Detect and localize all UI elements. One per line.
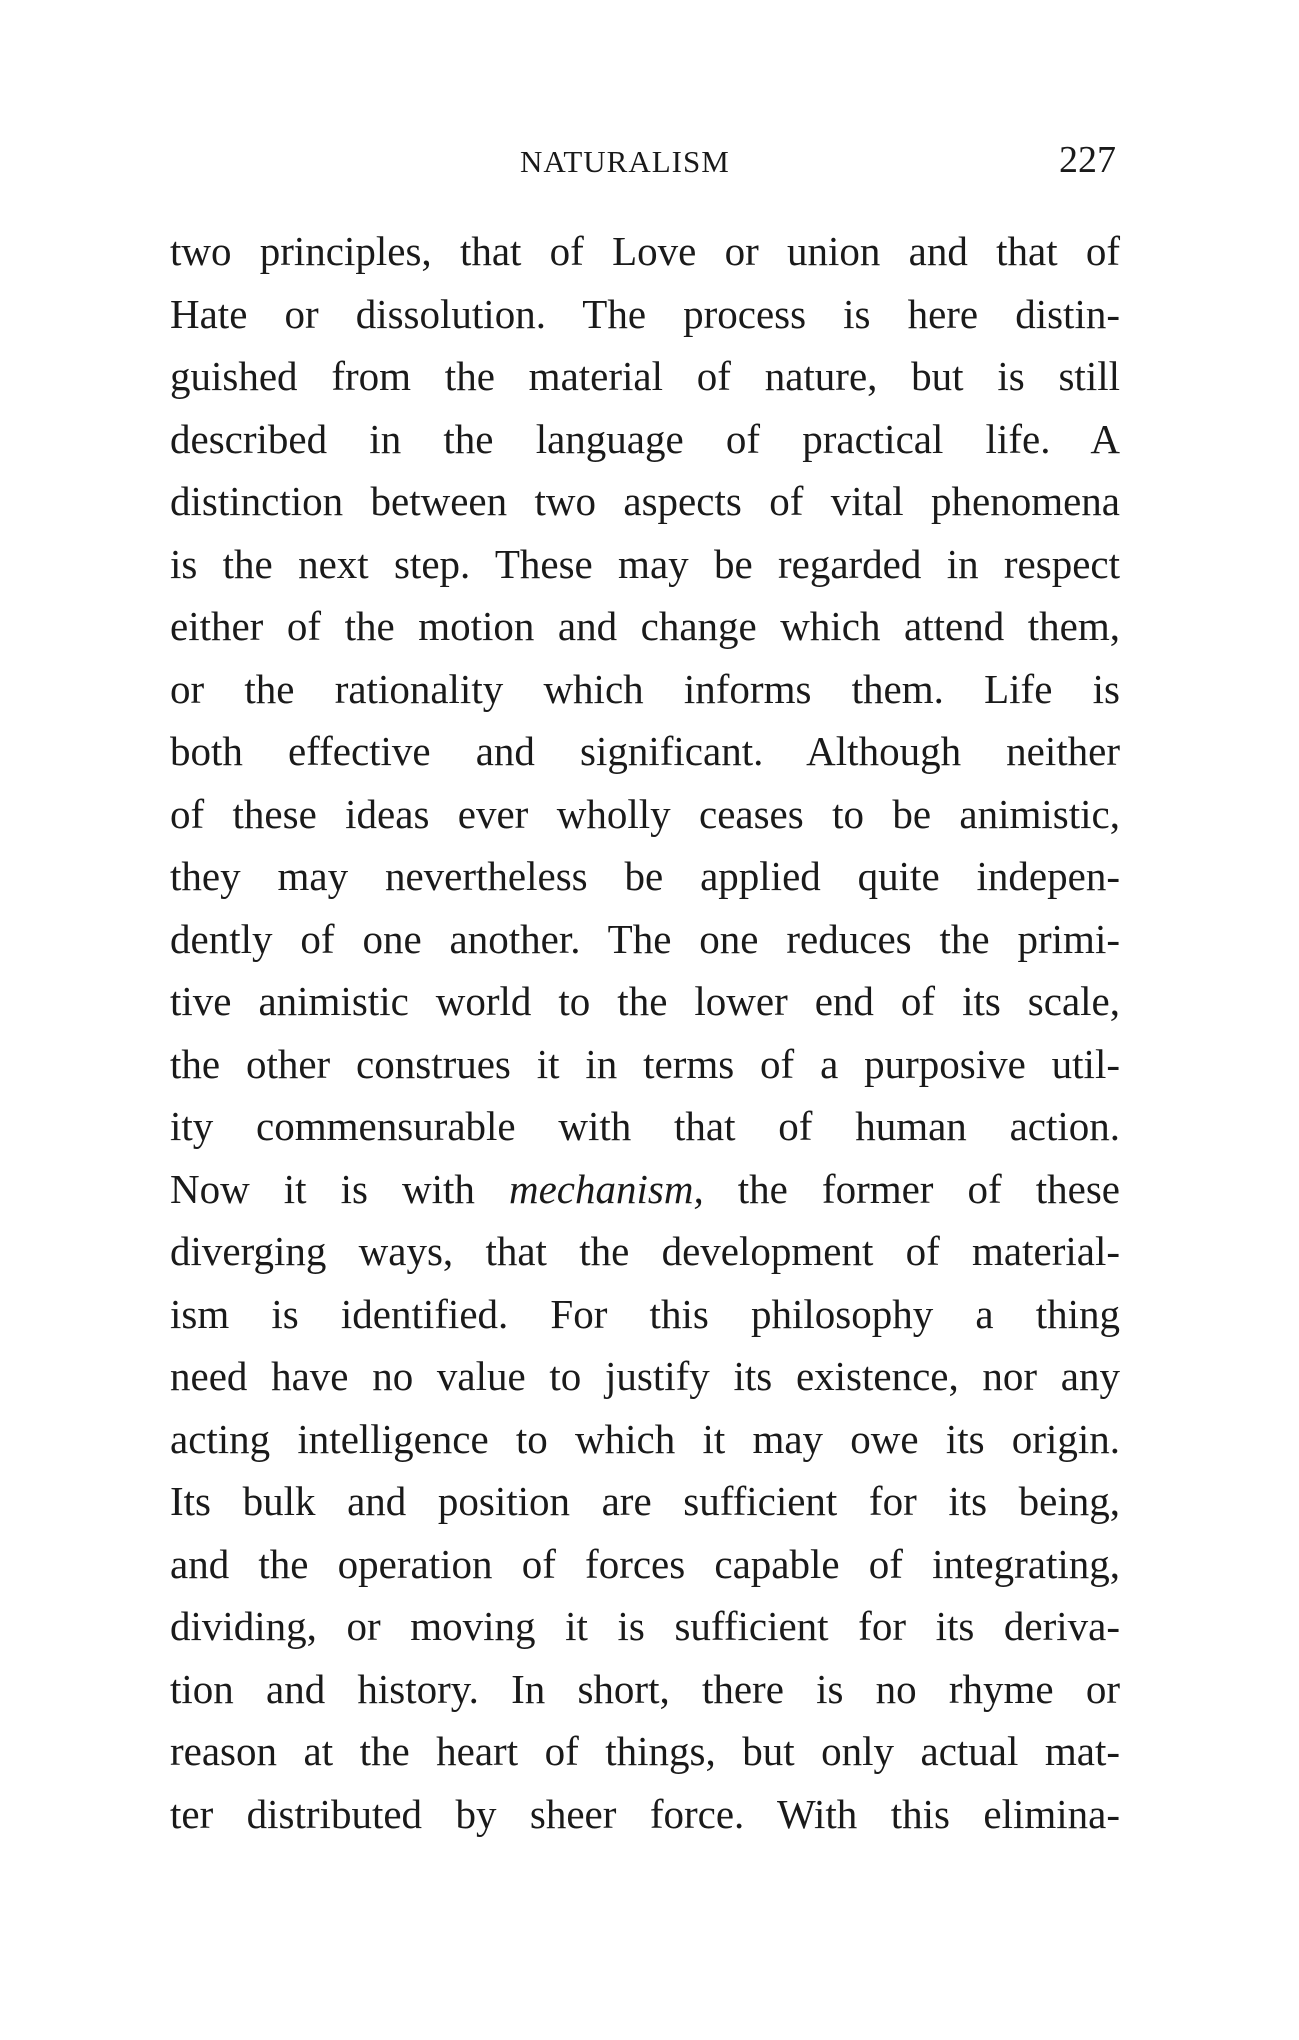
line-before-emphasis: Now it is with bbox=[170, 1165, 509, 1212]
text-line: ism is identified. For this philosophy a thing bbox=[170, 1290, 1120, 1337]
running-head bbox=[170, 138, 1122, 188]
text-line: ity commensurable with that of human action. bbox=[170, 1103, 1120, 1149]
text-line: of these ideas ever wholly ceases to be animistic, bbox=[170, 790, 1120, 837]
text-line: Hate or dissolution. The process is here distin- bbox=[170, 290, 1120, 337]
page-number: 227 bbox=[1059, 139, 1116, 181]
text-line: the other construes it in terms of a purposive util- bbox=[170, 1040, 1120, 1087]
text-line: guished from the material of nature, but is still bbox=[170, 353, 1120, 399]
text-line: reason at the heart of things, but only actual mat- bbox=[170, 1728, 1120, 1774]
text-line: distinction between two aspects of vital phenomena bbox=[170, 478, 1120, 524]
text-line: two principles, that of Love or union and that of bbox=[170, 228, 1120, 274]
text-line: either of the motion and change which attend them, bbox=[170, 603, 1120, 649]
text-line: is the next step. These may be regarded in respect bbox=[170, 540, 1120, 587]
text-line: dently of one another. The one reduces the primi- bbox=[170, 915, 1120, 962]
text-line: diverging ways, that the development of material- bbox=[170, 1228, 1120, 1274]
text-line: acting intelligence to which it may owe its origin. bbox=[170, 1415, 1120, 1462]
text-line: need have no value to justify its existence, nor any bbox=[170, 1353, 1120, 1399]
text-line: Its bulk and position are sufficient for its being, bbox=[170, 1478, 1120, 1524]
emphasized-word: mechanism, bbox=[508, 1165, 704, 1212]
text-line: they may nevertheless be applied quite indepen- bbox=[170, 853, 1120, 899]
line-after-emphasis: the former of these bbox=[703, 1165, 1120, 1212]
text-line: dividing, or moving it is sufficient for its deriva- bbox=[170, 1603, 1120, 1649]
text-line: tion and history. In short, there is no rhyme or bbox=[170, 1665, 1120, 1712]
text-line: and the operation of forces capable of integrating, bbox=[170, 1540, 1120, 1587]
running-title: NATURALISM bbox=[520, 144, 730, 179]
text-line: ter distributed by sheer force. With this elimina- bbox=[170, 1790, 1120, 1837]
text-line: tive animistic world to the lower end of its scale, bbox=[170, 978, 1120, 1024]
text-line-with-emphasis bbox=[170, 1158, 1120, 1221]
body-text bbox=[170, 220, 1120, 1845]
text-line: or the rationality which informs them. Life is bbox=[170, 665, 1120, 712]
text-line: described in the language of practical life. A bbox=[170, 415, 1120, 462]
text-line: both effective and significant. Although neither bbox=[170, 728, 1120, 774]
